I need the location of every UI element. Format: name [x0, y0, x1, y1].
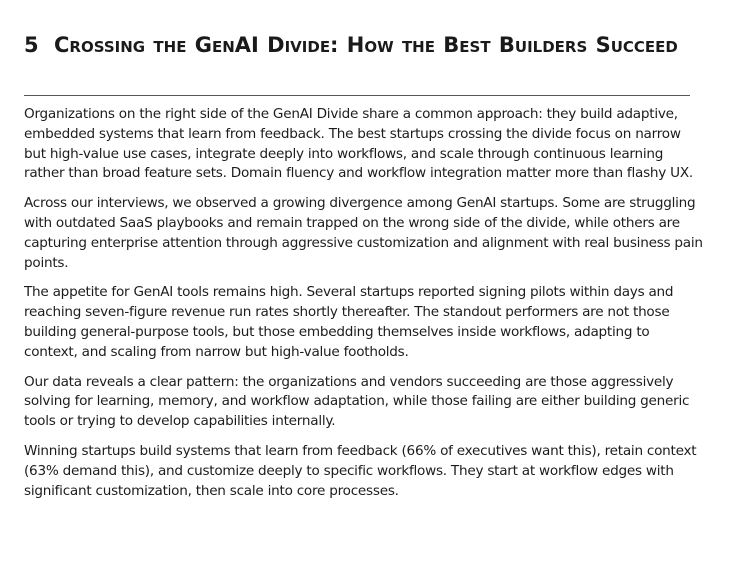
- section-number: 5: [24, 33, 39, 57]
- paragraph-2: Across our interviews, we observed a growing divergence among GenAI startups. Some are struggling with outdated SaaS playbooks and remain trapped on the wrong side of the divide, while others are capturing enterprise attention through aggressive customization and alignment with real business pain points.: [24, 195, 703, 271]
- section-body: [24, 105, 704, 511]
- section-heading: [24, 30, 684, 60]
- paragraph-1: Organizations on the right side of the GenAI Divide share a common approach: they build adaptive, embedded systems that learn from feedback. The best startups crossing the divide focus on narrow but high-value use cases, integrate deeply into workflows, and scale through continuous learning rather than broad feature sets. Domain fluency and workflow integration matter more than flashy UX.: [24, 106, 693, 182]
- heading-divider: [24, 95, 690, 96]
- paragraph-4: Our data reveals a clear pattern: the organizations and vendors succeeding are those aggressively solving for learning, memory, and workflow adaptation, while those failing are either building generic tools or trying to develop capabilities internally.: [24, 373, 690, 430]
- paragraph-5: Winning startups build systems that learn from feedback (66% of executives want this), retain context (63% demand this), and customize deeply to specific workflows. They start at workflow edges with significant customization, then scale into core processes.: [24, 442, 697, 499]
- section-title: Crossing the GenAI Divide: How the Best Builders Succeed: [54, 33, 678, 57]
- paragraph-3: The appetite for GenAI tools remains high. Several startups reported signing pilots within days and reaching seven-figure revenue run rates shortly thereafter. The standout performers are not those building general-purpose tools, but those embedding themselves inside workflows, adapting to context, and scaling from narrow but high-value footholds.: [24, 284, 674, 360]
